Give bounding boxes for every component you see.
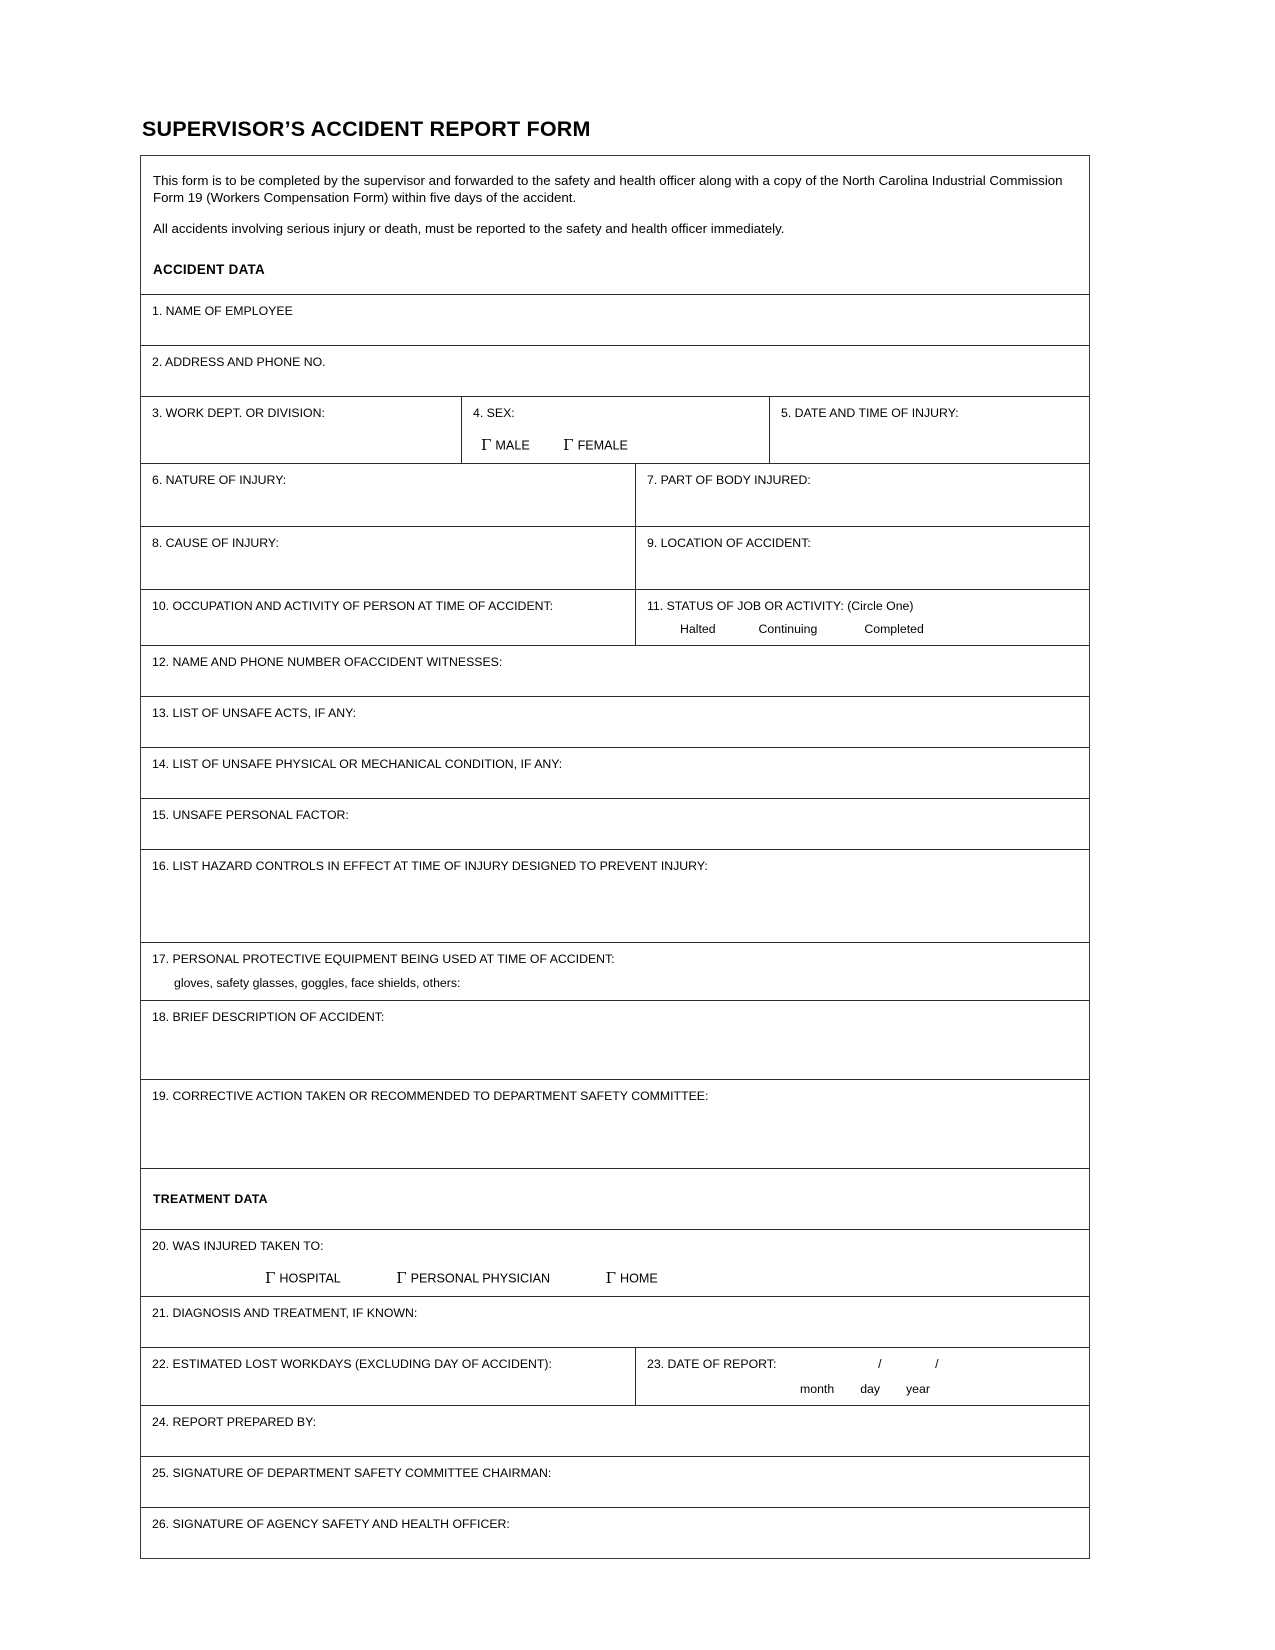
field-label: 13. LIST OF UNSAFE ACTS, IF ANY:: [152, 706, 357, 721]
intro-block: [141, 156, 1089, 250]
field-part-of-body-injured[interactable]: [635, 464, 1089, 526]
field-label: 11. STATUS OF JOB OR ACTIVITY: (Circle One): [647, 599, 914, 614]
checkbox-label: PERSONAL PHYSICIAN: [410, 1271, 551, 1286]
field-row-1: [141, 294, 1089, 345]
accident-report-form: [140, 155, 1090, 1559]
field-unsafe-acts[interactable]: [141, 697, 1089, 747]
field-row-8-9: [141, 526, 1089, 589]
field-label: 3. WORK DEPT. OR DIVISION:: [152, 406, 325, 421]
taken-to-checkbox-group: [152, 1268, 1079, 1288]
date-label-year: year: [906, 1381, 930, 1396]
field-sex[interactable]: [461, 397, 769, 463]
checkbox-taken-to-hospital[interactable]: [265, 1268, 341, 1288]
job-status-options: [647, 621, 1079, 638]
field-hazard-controls[interactable]: [141, 850, 1089, 942]
field-row-17: [141, 942, 1089, 999]
field-label: 22. ESTIMATED LOST WORKDAYS (EXCLUDING DAY OF ACCIDENT):: [152, 1356, 552, 1371]
field-diagnosis-and-treatment[interactable]: [141, 1297, 1089, 1347]
checkbox-sex-male[interactable]: [481, 435, 530, 455]
field-row-26: [141, 1507, 1089, 1558]
field-status-of-job-or-activity[interactable]: [635, 590, 1089, 645]
field-date-and-time-of-injury[interactable]: [769, 397, 1089, 463]
field-row-2: [141, 345, 1089, 396]
date-label-day: day: [860, 1381, 881, 1396]
field-row-20: [141, 1229, 1089, 1296]
field-label: 8. CAUSE OF INJURY:: [152, 536, 279, 551]
field-row-24: [141, 1405, 1089, 1456]
field-label-text: 23. DATE OF REPORT:: [647, 1356, 777, 1371]
intro-paragraph-1: This form is to be completed by the supervisor and forwarded to the safety and health officer along with a copy of the North Carolina Industrial Commission Form 19 (Workers Compensation Form) within five days of the accident.: [153, 172, 1063, 206]
field-label: 17. PERSONAL PROTECTIVE EQUIPMENT BEING USED AT TIME OF ACCIDENT:: [152, 952, 615, 967]
field-location-of-accident[interactable]: [635, 527, 1089, 589]
sex-checkbox-group: [473, 435, 759, 455]
field-label: 4. SEX:: [473, 406, 515, 421]
checkbox-label: HOME: [619, 1271, 658, 1286]
date-part-labels: [647, 1381, 1079, 1398]
checkbox-label: HOSPITAL: [279, 1271, 341, 1286]
field-label: 24. REPORT PREPARED BY:: [152, 1415, 317, 1430]
field-label: 9. LOCATION OF ACCIDENT:: [647, 536, 811, 551]
date-slash-1: /: [878, 1356, 882, 1371]
section-heading-treatment-data: TREATMENT DATA: [153, 1191, 268, 1206]
field-estimated-lost-workdays[interactable]: [141, 1348, 635, 1405]
field-label: 15. UNSAFE PERSONAL FACTOR:: [152, 808, 349, 823]
intro-paragraph-2: All accidents involving serious injury or death, must be reported to the safety and health officer immediately.: [153, 220, 785, 236]
field-row-25: [141, 1456, 1089, 1507]
date-label-month: month: [800, 1381, 835, 1396]
field-row-19: [141, 1079, 1089, 1168]
option-continuing[interactable]: Continuing: [758, 621, 818, 636]
checkbox-glyph-icon: Γ: [563, 435, 574, 454]
field-row-14: [141, 747, 1089, 798]
checkbox-taken-to-home[interactable]: [606, 1268, 658, 1288]
checkbox-glyph-icon: Γ: [605, 1268, 616, 1287]
date-slash-2: /: [935, 1356, 939, 1371]
option-completed[interactable]: Completed: [864, 621, 924, 636]
field-label: 25. SIGNATURE OF DEPARTMENT SAFETY COMMITTEE CHAIRMAN:: [152, 1466, 552, 1481]
checkbox-label: FEMALE: [577, 438, 628, 453]
field-nature-of-injury[interactable]: [141, 464, 635, 526]
checkbox-sex-female[interactable]: [563, 435, 628, 455]
field-name-of-employee[interactable]: [141, 295, 1089, 345]
date-slashes: [851, 1356, 965, 1373]
field-address-and-phone[interactable]: [141, 346, 1089, 396]
field-signature-safety-health-officer[interactable]: [141, 1508, 1089, 1558]
field-label: 7. PART OF BODY INJURED:: [647, 473, 811, 488]
field-row-10-11: [141, 589, 1089, 645]
field-label: 21. DIAGNOSIS AND TREATMENT, IF KNOWN:: [152, 1305, 418, 1320]
field-occupation-and-activity[interactable]: [141, 590, 635, 645]
field-row-18: [141, 1000, 1089, 1079]
field-row-6-7: [141, 463, 1089, 526]
field-corrective-action[interactable]: [141, 1080, 1089, 1168]
checkbox-glyph-icon: Γ: [265, 1268, 276, 1287]
field-label: 5. DATE AND TIME OF INJURY:: [781, 406, 959, 421]
field-label: 2. ADDRESS AND PHONE NO.: [152, 355, 326, 370]
field-label: 20. WAS INJURED TAKEN TO:: [152, 1239, 324, 1254]
field-brief-description[interactable]: [141, 1001, 1089, 1079]
field-row-21: [141, 1296, 1089, 1347]
field-work-dept-or-division[interactable]: [141, 397, 461, 463]
section-row-treatment-data: [141, 1168, 1089, 1230]
field-was-injured-taken-to[interactable]: [141, 1230, 1089, 1296]
field-label: 1. NAME OF EMPLOYEE: [152, 304, 293, 319]
field-row-16: [141, 849, 1089, 942]
field-row-15: [141, 798, 1089, 849]
field-witnesses[interactable]: [141, 646, 1089, 696]
field-cause-of-injury[interactable]: [141, 527, 635, 589]
field-row-12: [141, 645, 1089, 696]
field-label: 18. BRIEF DESCRIPTION OF ACCIDENT:: [152, 1009, 385, 1024]
section-heading-accident-data: ACCIDENT DATA: [153, 262, 266, 278]
page-title: SUPERVISOR’S ACCIDENT REPORT FORM: [142, 117, 591, 141]
checkbox-glyph-icon: Γ: [396, 1268, 407, 1287]
field-label: [647, 1356, 1079, 1373]
field-row-22-23: [141, 1347, 1089, 1405]
field-label: 12. NAME AND PHONE NUMBER OFACCIDENT WITNESSES:: [152, 655, 503, 670]
field-label: 6. NATURE OF INJURY:: [152, 473, 287, 488]
field-date-of-report[interactable]: [635, 1348, 1089, 1405]
checkbox-taken-to-personal-physician[interactable]: [396, 1268, 550, 1288]
field-label: 10. OCCUPATION AND ACTIVITY OF PERSON AT TIME OF ACCIDENT:: [152, 599, 554, 614]
field-ppe-used[interactable]: [141, 943, 1089, 999]
checkbox-glyph-icon: Γ: [481, 435, 492, 454]
field-unsafe-physical-condition[interactable]: [141, 748, 1089, 798]
field-ppe-examples: gloves, safety glasses, goggles, face shields, others:: [174, 975, 461, 990]
field-label: 26. SIGNATURE OF AGENCY SAFETY AND HEALTH OFFICER:: [152, 1517, 510, 1532]
field-report-prepared-by[interactable]: [141, 1406, 1089, 1456]
checkbox-label: MALE: [495, 438, 530, 453]
field-row-13: [141, 696, 1089, 747]
field-signature-committee-chairman[interactable]: [141, 1457, 1089, 1507]
field-row-3-4-5: [141, 396, 1089, 463]
option-halted[interactable]: Halted: [680, 621, 716, 636]
field-label: 14. LIST OF UNSAFE PHYSICAL OR MECHANICAL CONDITION, IF ANY:: [152, 757, 563, 772]
field-label: 16. LIST HAZARD CONTROLS IN EFFECT AT TIME OF INJURY DESIGNED TO PREVENT INJURY:: [152, 859, 708, 874]
field-unsafe-personal-factor[interactable]: [141, 799, 1089, 849]
field-label: 19. CORRECTIVE ACTION TAKEN OR RECOMMENDED TO DEPARTMENT SAFETY COMMITTEE:: [152, 1088, 709, 1103]
